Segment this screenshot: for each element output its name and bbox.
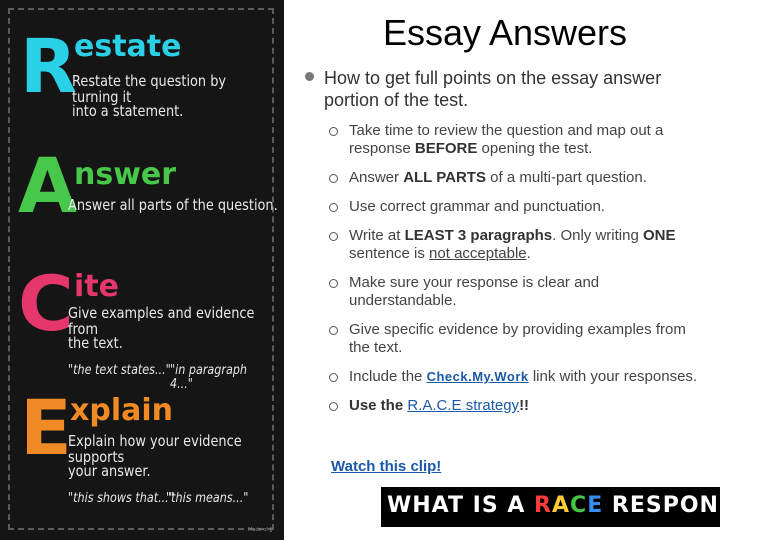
restate-line-1: Restate the question by turning it (72, 72, 227, 106)
item-text: Answer (349, 169, 404, 187)
slide-title: Essay Answers (382, 12, 628, 53)
item-text: Give specific evidence by providing examples from the text. (349, 320, 686, 357)
list-item (329, 274, 709, 311)
item-bold: !! (519, 396, 530, 414)
list-item (329, 198, 709, 216)
item-bold: BEFORE (414, 140, 478, 158)
race-poster-image (0, 0, 284, 540)
restate-line-2: into a statement. (72, 102, 184, 120)
watch-clip-link[interactable]: Watch this clip! (331, 458, 442, 475)
item-text: Make sure your response is clear and understandable. (349, 273, 600, 310)
poster-credit: Made of JJ (248, 527, 273, 533)
video-title (387, 493, 766, 518)
explain-quote-2: "this means..." (166, 491, 249, 506)
answer-line-1: Answer all parts of the question. (68, 196, 278, 214)
item-bold: ALL PARTS (403, 169, 486, 187)
video-title-r: R (534, 493, 552, 518)
circle-bullet-icon (329, 326, 338, 335)
item-text: of a multi-part question. (485, 169, 647, 187)
list-item (329, 122, 709, 159)
word-explain: xplain (70, 393, 173, 428)
video-title-c: C (570, 493, 588, 518)
main-bullet (305, 68, 705, 111)
item-text: Take time to review the question and map out a response (349, 122, 664, 158)
video-title-e: E (587, 493, 604, 518)
item-bold: Use the (349, 396, 408, 414)
main-bullet-text: How to get full points on the essay answer portion of the test. (324, 68, 662, 110)
letter-c: C (18, 259, 74, 348)
item-text: Write at (349, 226, 405, 244)
explain-quote-1: "this shows that..." (68, 491, 174, 506)
list-item (329, 321, 709, 358)
item-text: . Only writing (552, 226, 643, 244)
circle-bullet-icon (329, 402, 338, 411)
explain-line-1: Explain how your evidence supports (68, 432, 242, 466)
item-text: Use correct grammar and punctuation. (349, 197, 605, 215)
list-item (329, 397, 709, 415)
list-item (329, 227, 709, 264)
list-item (329, 368, 709, 386)
cite-quote-1: "the text states..." (68, 363, 171, 378)
item-text: sentence is (349, 244, 430, 262)
item-underlined: not acceptable (429, 244, 527, 262)
tips-list (329, 122, 709, 426)
item-text: opening the test. (477, 140, 593, 158)
video-title-a: A (552, 493, 571, 518)
bullet-dot-icon (305, 72, 314, 81)
check-my-work-link[interactable]: Check.My.Work (426, 368, 529, 384)
circle-bullet-icon (329, 174, 338, 183)
circle-bullet-icon (329, 232, 338, 241)
letter-a: A (18, 141, 77, 230)
item-bold: LEAST 3 paragraphs (404, 226, 553, 244)
video-title-part: WHAT IS A (387, 493, 535, 518)
list-item (329, 169, 709, 187)
item-text: . (526, 244, 531, 262)
item-bold: ONE (642, 226, 676, 244)
race-strategy-link[interactable]: R.A.C.E strategy (407, 396, 520, 414)
letter-r: R (20, 24, 77, 110)
word-cite: ite (74, 269, 119, 304)
circle-bullet-icon (329, 373, 338, 382)
item-text: Include the (349, 367, 427, 385)
item-text: link with your responses. (528, 367, 698, 385)
cite-line-1: Give examples and evidence from (68, 304, 255, 338)
cite-quote-2: "in paragraph 4..." (170, 363, 248, 392)
letter-e: E (20, 383, 72, 472)
word-answer: nswer (74, 157, 177, 192)
word-restate: estate (74, 29, 182, 64)
video-thumbnail[interactable] (381, 487, 766, 527)
circle-bullet-icon (329, 127, 338, 136)
circle-bullet-icon (329, 279, 338, 288)
video-title-part: RESPONSE? (603, 493, 766, 518)
explain-line-2: your answer. (68, 462, 151, 480)
cite-line-2: the text. (68, 334, 123, 352)
circle-bullet-icon (329, 203, 338, 212)
